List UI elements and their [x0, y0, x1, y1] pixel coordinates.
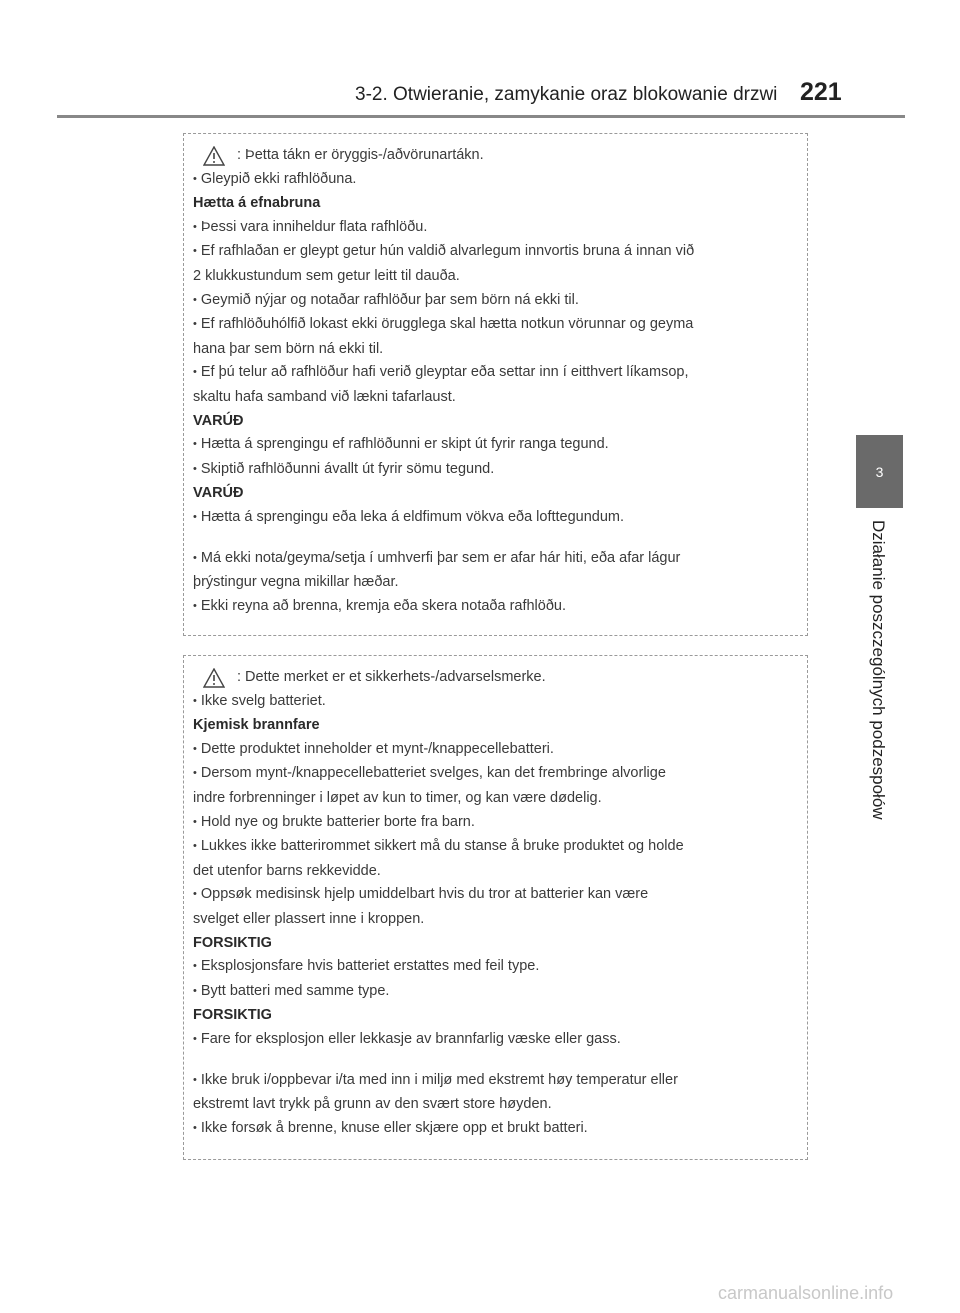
warning-text-line: svelget eller plassert inne i kroppen.: [193, 910, 425, 927]
warning-text-line: • Bytt batteri med samme type.: [193, 980, 799, 1005]
page-number: 221: [800, 78, 842, 106]
warning-text-line: • Hold nye og brukte batterier borte fra barn.: [193, 811, 799, 836]
section-title: 3-2. Otwieranie, zamykanie oraz blokowanie drzwi: [355, 84, 778, 105]
warning-text-line: • Lukkes ikke batterirommet sikkert må du stanse å bruke produktet og holde: [193, 835, 799, 860]
warning-text-line: skaltu hafa samband við lækni tafarlaust.: [193, 388, 456, 405]
warning-text-line: hana þar sem börn ná ekki til.: [193, 340, 384, 357]
symbol-text: : Dette merket er et sikkerhets-/advarselsmerke.: [237, 669, 546, 685]
warning-text-line: • Dette produktet inneholder et mynt-/knappecellebatteri.: [193, 738, 799, 763]
chapter-tab: [856, 435, 903, 508]
warning-triangle-icon: [203, 146, 225, 166]
warning-text-line: þrýstingur vegna mikillar hæðar.: [193, 574, 399, 591]
warning-heading: VARÚÐ: [193, 485, 244, 502]
warning-heading: Kjemisk brannfare: [193, 717, 320, 734]
warning-heading: FORSIKTIG: [193, 1007, 272, 1024]
watermark: carmanualsonline.info: [718, 1283, 894, 1303]
warning-text-line: • Dersom mynt-/knappecellebatteriet svelges, kan det frembringe alvorlige: [193, 762, 799, 787]
symbol-line: [193, 144, 799, 168]
warning-text-line: • Ikke svelg batteriet.: [193, 690, 799, 715]
warning-text-line: • Ikke bruk i/oppbevar i/ta med inn i miljø med ekstremt høy temperatur eller: [193, 1069, 799, 1094]
symbol-line: [193, 666, 799, 690]
warning-text-line: • Eksplosjonsfare hvis batteriet erstattes med feil type.: [193, 955, 799, 980]
warning-text-line: • Ef rafhlaðan er gleypt getur hún valdið alvarlegum innvortis bruna á innan við: [193, 240, 799, 265]
warning-text-line: • Ikke forsøk å brenne, knuse eller skjære opp et brukt batteri.: [193, 1117, 799, 1142]
warning-text-line: • Skiptið rafhlöðunni ávallt út fyrir sömu tegund.: [193, 458, 799, 483]
warning-box-norwegian: [183, 655, 808, 1160]
warning-lines: [193, 168, 799, 620]
warning-text-line: • Ekki reyna að brenna, kremja eða skera notaða rafhlöðu.: [193, 595, 799, 620]
spacer: [193, 531, 799, 547]
symbol-text: : Þetta tákn er öryggis-/aðvörunartákn.: [237, 147, 484, 163]
warning-text-line: • Hætta á sprengingu eða leka á eldfimum vökva eða lofttegundum.: [193, 506, 799, 531]
warning-text-line: • Hætta á sprengingu ef rafhlöðunni er skipt út fyrir ranga tegund.: [193, 433, 799, 458]
chapter-label: Działanie poszczególnych podzespołów: [869, 520, 888, 820]
warning-text-line: • Geymið nýjar og notaðar rafhlöður þar sem börn ná ekki til.: [193, 289, 799, 314]
warning-text-line: • Þessi vara inniheldur flata rafhlöðu.: [193, 216, 799, 241]
spacer: [193, 1053, 799, 1069]
warning-text-line: • Gleypið ekki rafhlöðuna.: [193, 168, 799, 193]
warning-text-line: indre forbrenninger i løpet av kun to timer, og kan være dødelig.: [193, 789, 602, 806]
warning-heading: VARÚÐ: [193, 412, 244, 429]
header-rule: [57, 115, 905, 118]
warning-text-line: • Ef þú telur að rafhlöður hafi verið gleyptar eða settar inn í eitthvert líkamsop,: [193, 361, 799, 386]
warning-text-line: ekstremt lavt trykk på grunn av den svært store høyden.: [193, 1096, 552, 1113]
warning-text-line: 2 klukkustundum sem getur leitt til dauða.: [193, 267, 460, 284]
warning-lines: [193, 690, 799, 1142]
warning-text-line: • Ef rafhlöðuhólfið lokast ekki örugglega skal hætta notkun vörunnar og geyma: [193, 313, 799, 338]
chapter-number: 3: [875, 463, 884, 480]
warning-heading: Hætta á efnabruna: [193, 195, 321, 212]
warning-text-line: • Fare for eksplosjon eller lekkasje av brannfarlig væske eller gass.: [193, 1028, 799, 1053]
warning-heading: FORSIKTIG: [193, 934, 272, 951]
warning-text-line: • Má ekki nota/geyma/setja í umhverfi þar sem er afar hár hiti, eða afar lágur: [193, 547, 799, 572]
warning-text-line: • Oppsøk medisinsk hjelp umiddelbart hvis du tror at batterier kan være: [193, 883, 799, 908]
warning-box-icelandic: [183, 133, 808, 636]
warning-text-line: det utenfor barns rekkevidde.: [193, 862, 381, 879]
warning-triangle-icon: [203, 668, 225, 688]
